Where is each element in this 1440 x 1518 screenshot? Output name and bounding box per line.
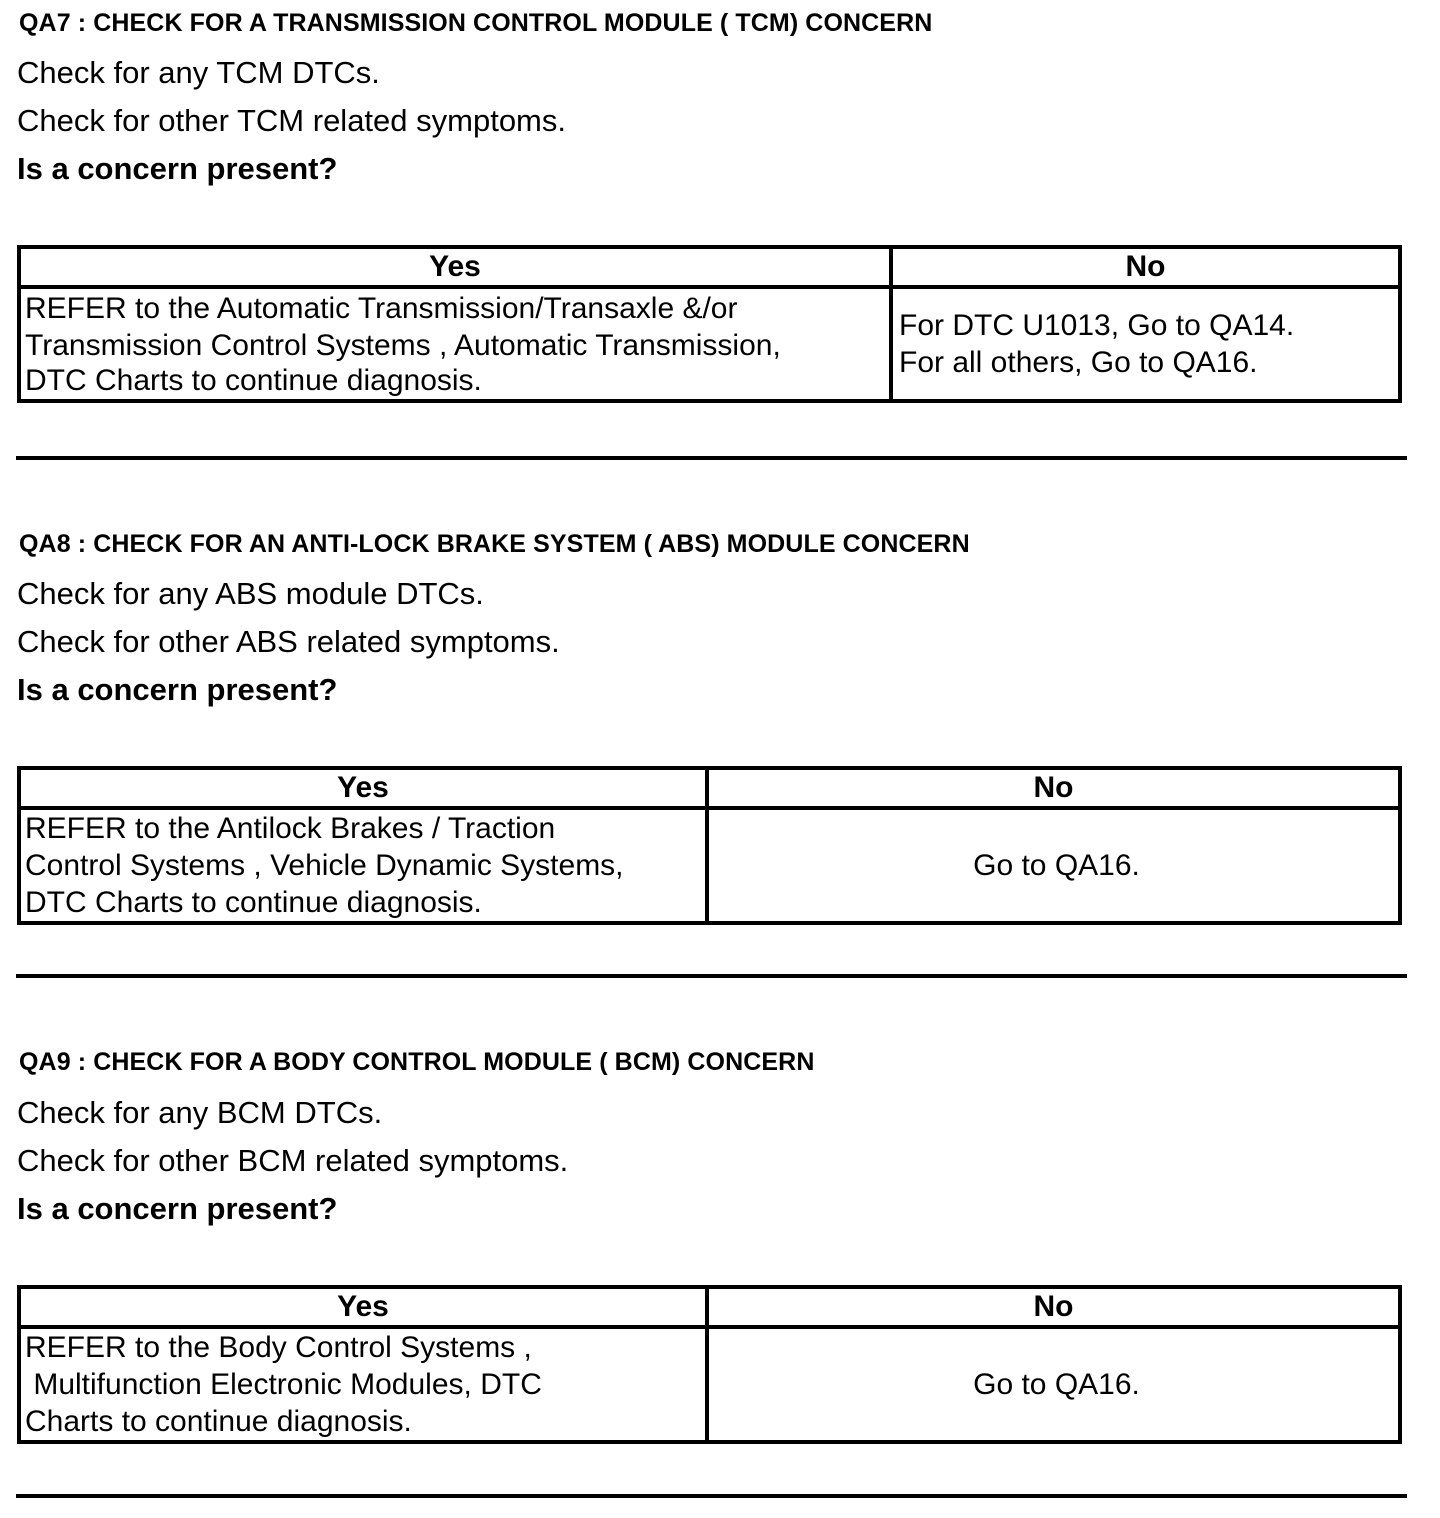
no-line: For DTC U1013, Go to QA14.: [899, 309, 1295, 342]
answer-table-qa8: [17, 766, 1402, 925]
answer-table-qa9: [17, 1285, 1402, 1444]
no-cell: [707, 808, 1400, 923]
check-line-2: Check for other BCM related symptoms.: [17, 1143, 569, 1178]
yes-header: Yes: [19, 768, 707, 808]
yes-line: REFER to the Automatic Transmission/Transaxle &/or: [25, 292, 738, 325]
yes-cell: [19, 1327, 707, 1442]
question-text: Is a concern present?: [17, 151, 338, 186]
no-cell: [707, 1327, 1400, 1442]
yes-line: Multifunction Electronic Modules, DTC: [25, 1368, 542, 1401]
yes-cell: [19, 808, 707, 923]
section-divider: [16, 456, 1407, 460]
yes-header: Yes: [19, 1287, 707, 1327]
section-divider: [16, 1494, 1407, 1498]
yes-line: DTC Charts to continue diagnosis.: [25, 364, 482, 397]
yes-line: Control Systems , Vehicle Dynamic Systems,: [25, 849, 624, 882]
yes-line: REFER to the Antilock Brakes / Traction: [25, 812, 556, 845]
no-header: No: [707, 768, 1400, 808]
section-divider: [16, 974, 1407, 978]
no-header: No: [707, 1287, 1400, 1327]
yes-line: Transmission Control Systems , Automatic Transmission,: [25, 329, 781, 362]
check-line-2: Check for other TCM related symptoms.: [17, 103, 566, 138]
no-line: Go to QA16.: [973, 849, 1140, 882]
yes-line: Charts to continue diagnosis.: [25, 1405, 412, 1438]
question-text: Is a concern present?: [17, 672, 338, 707]
question-text: Is a concern present?: [17, 1191, 338, 1226]
check-line-2: Check for other ABS related symptoms.: [17, 624, 560, 659]
check-line-1: Check for any BCM DTCs.: [17, 1095, 383, 1130]
check-line-1: Check for any TCM DTCs.: [17, 55, 380, 90]
yes-header: Yes: [19, 247, 891, 287]
no-header: No: [891, 247, 1400, 287]
no-line: Go to QA16.: [973, 1368, 1140, 1401]
section-heading-qa7: QA7 : CHECK FOR A TRANSMISSION CONTROL MODULE ( TCM) CONCERN: [19, 9, 933, 37]
yes-line: REFER to the Body Control Systems ,: [25, 1331, 532, 1364]
section-heading-qa9: QA9 : CHECK FOR A BODY CONTROL MODULE ( BCM) CONCERN: [19, 1048, 815, 1076]
section-heading-qa8: QA8 : CHECK FOR AN ANTI-LOCK BRAKE SYSTEM ( ABS) MODULE CONCERN: [19, 530, 970, 558]
yes-cell: [19, 287, 891, 401]
yes-line: DTC Charts to continue diagnosis.: [25, 886, 482, 919]
no-line: For all others, Go to QA16.: [899, 346, 1258, 379]
answer-table-qa7: [17, 245, 1402, 403]
no-cell: [891, 287, 1400, 401]
check-line-1: Check for any ABS module DTCs.: [17, 576, 484, 611]
